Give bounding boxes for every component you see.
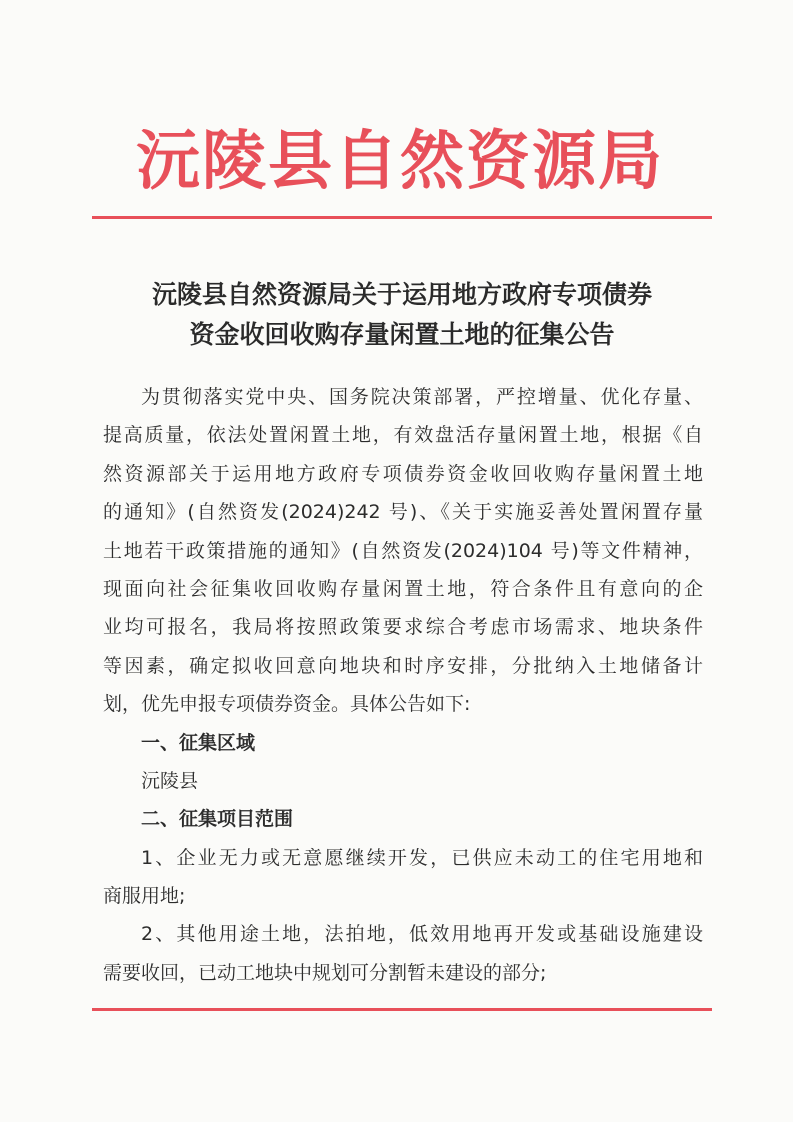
- intro-line: 然资源部关于运用地方政府专项债券资金收回收购存量闲置土地: [103, 462, 703, 485]
- document-title-line: 资金收回收购存量闲置土地的征集公告: [189, 320, 615, 349]
- intro-line: 业均可报名，我局将按照政策要求综合考虑市场需求、地块条件: [103, 616, 703, 639]
- masthead-divider: [92, 216, 712, 219]
- intro-line: 划，优先申报专项债券资金。具体公告如下:: [103, 693, 471, 716]
- document-title-line: 沅陵县自然资源局关于运用地方政府专项债券: [151, 280, 652, 309]
- intro-line: 土地若干政策措施的通知》(自然资发(2024)104 号)等文件精神，: [103, 539, 703, 562]
- footer-divider: [92, 1008, 712, 1011]
- intro-line: 现面向社会征集收回收购存量闲置土地，符合条件且有意向的企: [103, 577, 703, 600]
- scope-item-2-line: 2、其他用途土地，法拍地，低效用地再开发或基础设施建设: [141, 923, 703, 946]
- scope-item-1-line: 商服用地;: [103, 885, 186, 908]
- intro-line: 等因素，确定拟收回意向地块和时序安排，分批纳入土地储备计: [103, 654, 703, 677]
- document-title: [92, 275, 712, 355]
- section-heading-region: 一、征集区域: [141, 731, 256, 754]
- scope-item-2-line: 需要收回，已动工地块中规划可分割暂未建设的部分;: [103, 961, 547, 984]
- intro-line: 为贯彻落实党中央、国务院决策部署，严控增量、优化存量、: [141, 386, 703, 408]
- intro-line: 提高质量，依法处置闲置土地，有效盘活存量闲置土地，根据《自: [103, 424, 703, 447]
- section-heading-scope: 二、征集项目范围: [141, 808, 294, 831]
- section-content-region: 沅陵县: [141, 769, 199, 792]
- document-body: [103, 378, 703, 992]
- scope-item-1-line: 1、企业无力或无意愿继续开发，已供应未动工的住宅用地和: [141, 846, 703, 869]
- intro-line: 的通知》(自然资发(2024)242 号)、《关于实施妥善处置闲置存量: [103, 501, 703, 524]
- masthead-title: 沅陵县自然资源局: [136, 124, 664, 199]
